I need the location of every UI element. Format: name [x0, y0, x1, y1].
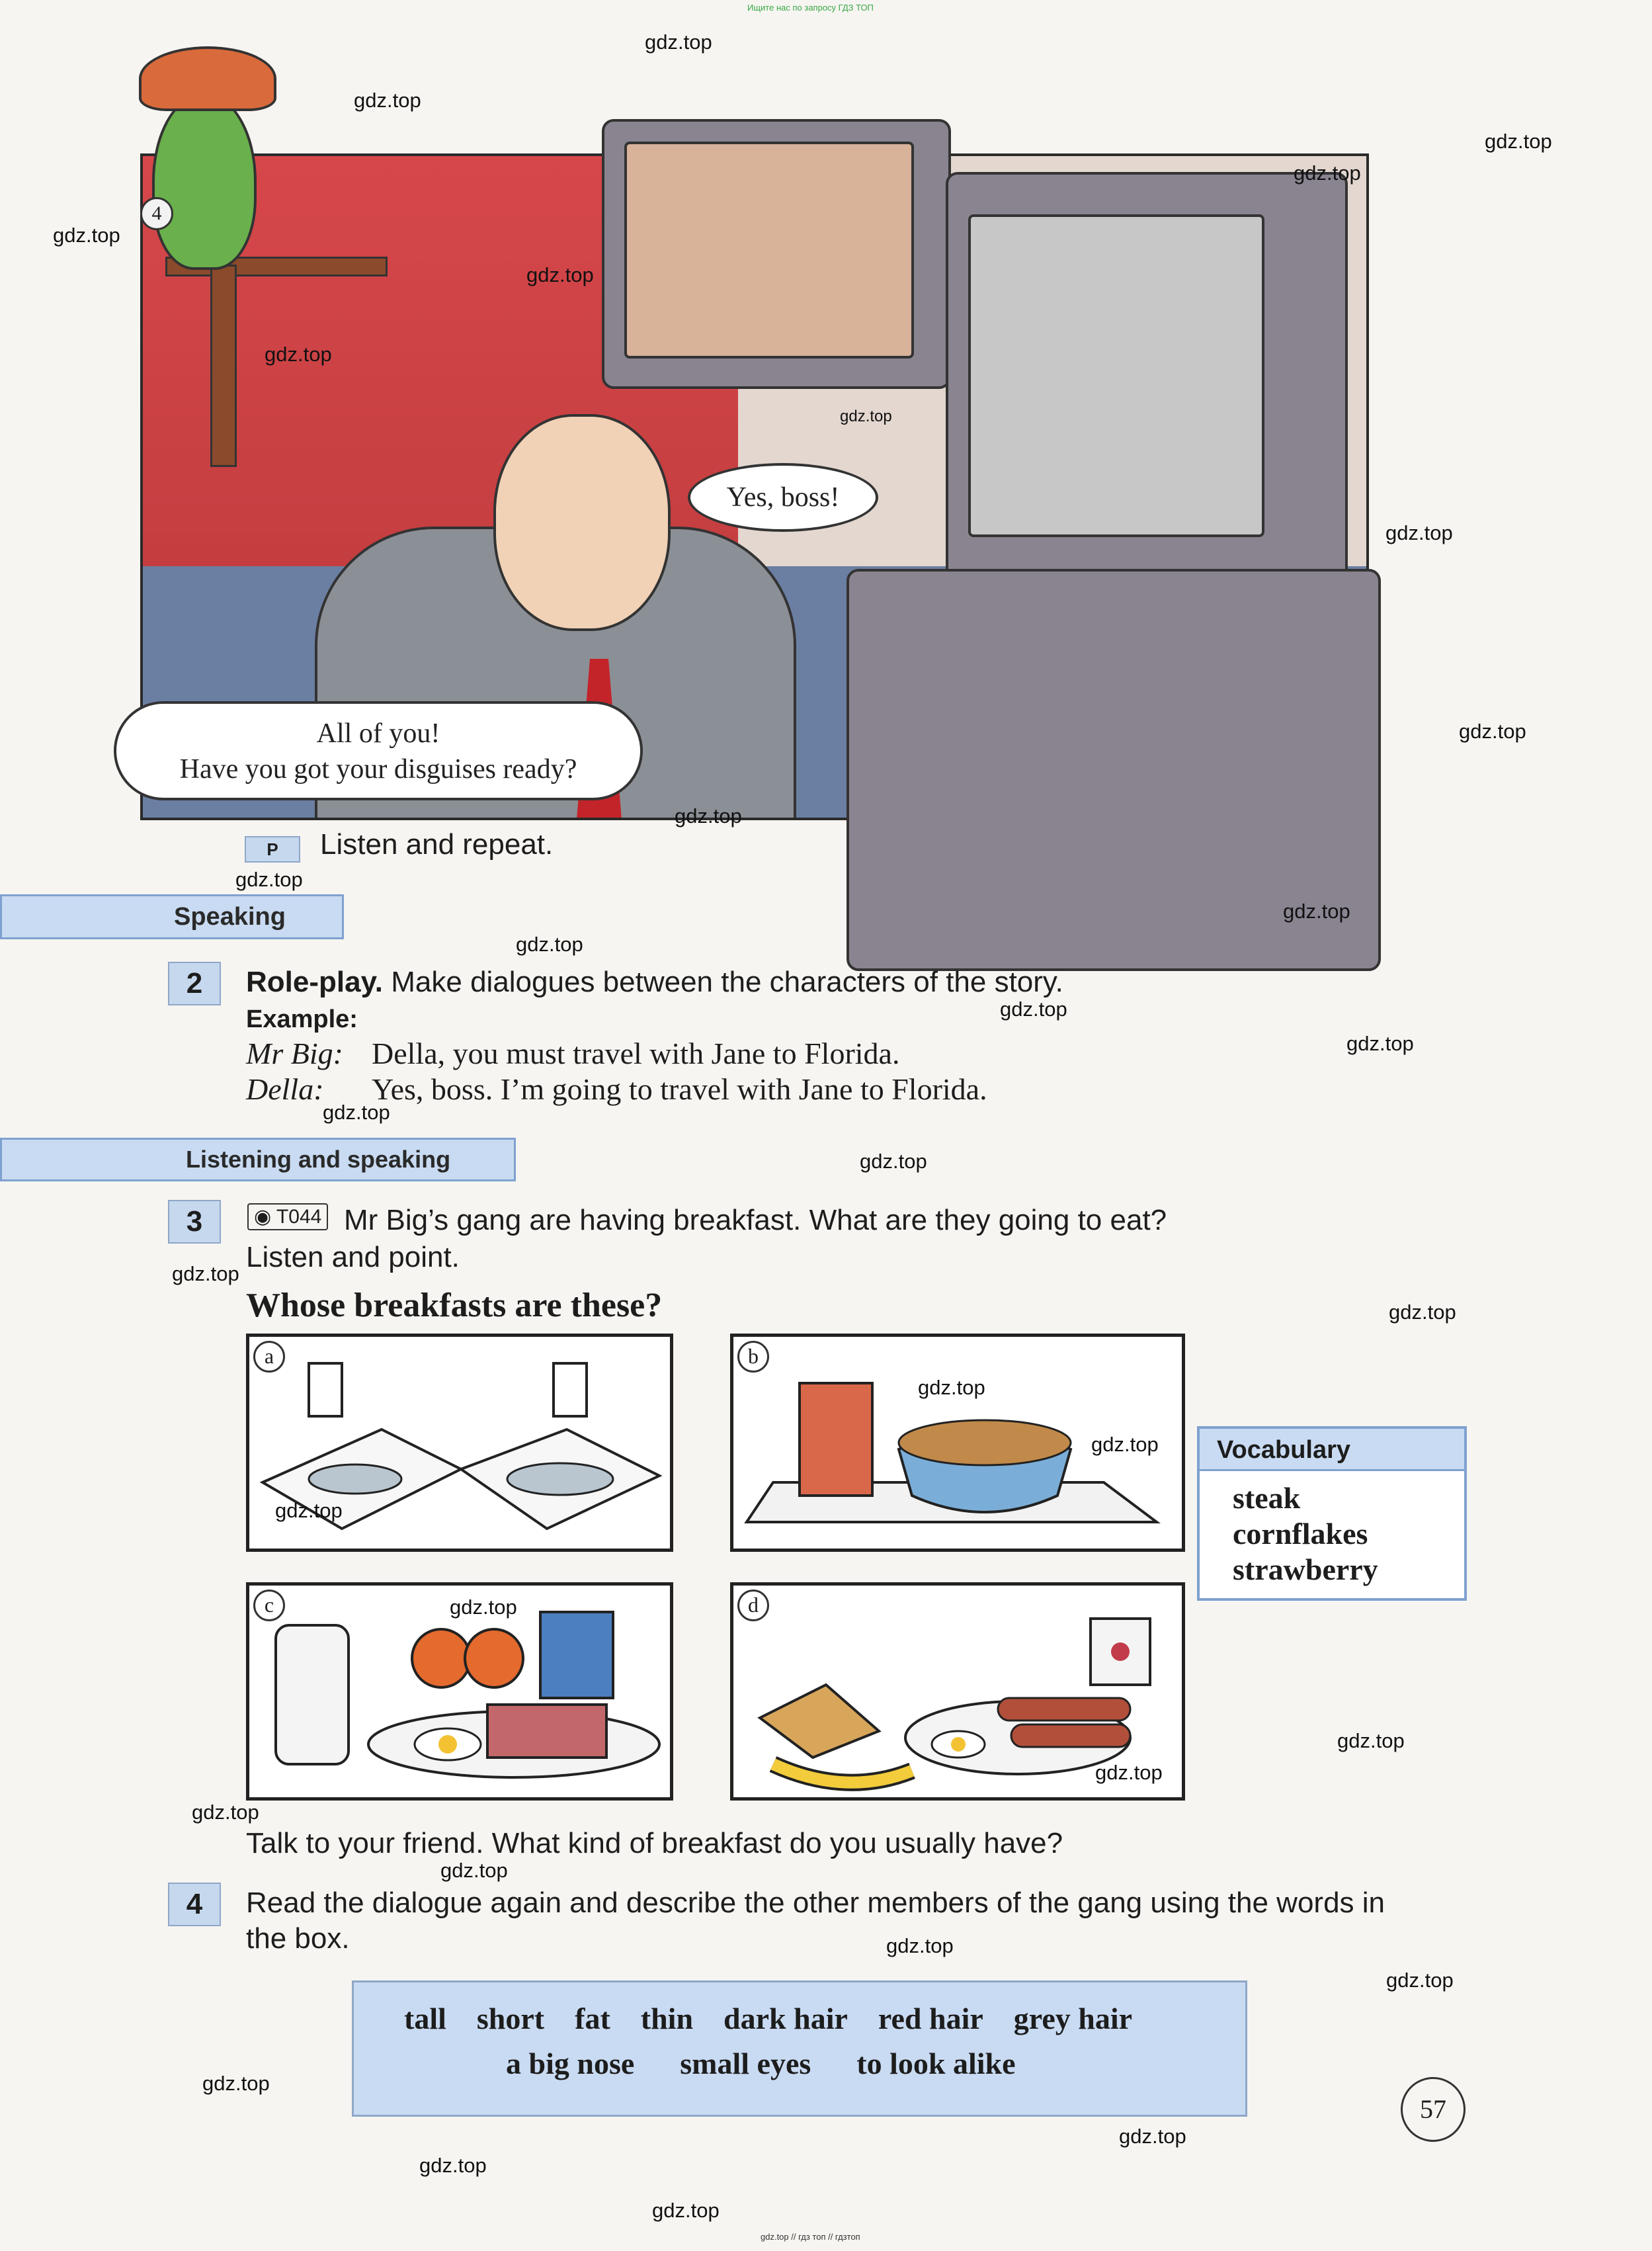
word-item: fat [575, 2002, 610, 2035]
example-speaker-1: Mr Big: [246, 1037, 343, 1070]
watermark: gdz.top [440, 1859, 508, 1882]
breakfast-title: Whose breakfasts are these? [246, 1287, 663, 1324]
exercise-4-instruction: Read the dialogue again and describe the other members of the gang using the words in [246, 1887, 1385, 1919]
talk-instruction: Talk to your friend. What kind of breakfast do you usually have? [246, 1827, 1063, 1859]
word-item: to look alike [856, 2047, 1016, 2080]
listen-repeat-text: Listen and repeat. [320, 828, 554, 861]
vocab-item: steak [1233, 1481, 1301, 1515]
watermark: gdz.top [1283, 900, 1350, 923]
page-number: 57 [1401, 2077, 1466, 2142]
watermark: gdz.top [172, 1262, 239, 1285]
word-item: dark hair [723, 2002, 848, 2035]
watermark: gdz.top [645, 30, 712, 54]
word-item: small eyes [680, 2047, 811, 2080]
watermark: gdz.top [918, 1376, 985, 1399]
word-item: grey hair [1013, 2002, 1133, 2035]
word-item: tall [404, 2002, 446, 2035]
word-item: short [476, 2002, 545, 2035]
watermark: gdz.top [1386, 1969, 1454, 1992]
parrot-icon [152, 93, 257, 270]
parrot-hat-icon [139, 46, 276, 111]
watermark: gdz.top [1346, 1032, 1414, 1055]
bubble-line-1: All of you! [316, 718, 440, 749]
speech-bubble-mr-big [114, 701, 643, 800]
exercise-2-line [246, 966, 1063, 999]
exercise-3-instruction: Mr Big’s gang are having breakfast. What are they going to eat? [344, 1204, 1167, 1236]
speech-bubble-yes-boss: Yes, boss! [688, 463, 878, 532]
exercise-2-number: 2 [168, 962, 221, 1005]
card-letter-d: d [737, 1590, 769, 1621]
watermark: gdz.top [1095, 1761, 1163, 1784]
watermark: gdz.top [265, 343, 332, 366]
audio-track[interactable] [247, 1205, 328, 1228]
exercise-4-number: 4 [168, 1883, 221, 1926]
vocabulary-header: Vocabulary [1200, 1429, 1464, 1471]
word-item: thin [640, 2002, 694, 2035]
tv-screen-right [968, 214, 1264, 537]
watermark: gdz.top [516, 933, 583, 956]
card-letter-c: c [253, 1590, 285, 1621]
word-box [352, 1980, 1247, 2117]
speaking-header: Speaking [0, 894, 344, 939]
mr-big-head [493, 414, 671, 631]
tv-screen-top [624, 142, 914, 359]
watermark: gdz.top [275, 1499, 343, 1522]
exercise-2-title: Role-play. [246, 966, 384, 998]
watermark: gdz.top [1119, 2125, 1186, 2148]
vocab-item: cornflakes [1233, 1517, 1368, 1550]
vocabulary-box [1197, 1426, 1467, 1601]
watermark: gdz.top [1389, 1300, 1456, 1324]
watermark: gdz.top [1000, 998, 1067, 1021]
watermark: gdz.top [840, 407, 892, 425]
bubble-line-2: Have you got your disguises ready? [179, 754, 577, 785]
word-item: red hair [878, 2002, 983, 2035]
bottom-note: gdz.top // гдз топ // гдзтоп [761, 2232, 860, 2242]
exercise-2-instruction: Make dialogues between the characters of the story. [391, 966, 1063, 998]
listening-header: Listening and speaking [0, 1138, 516, 1181]
example-line-2: Yes, boss. I’m going to travel with Jane to Florida. [372, 1072, 987, 1106]
watermark: gdz.top [450, 1595, 517, 1619]
panel-number: 4 [140, 197, 173, 230]
watermark: gdz.top [526, 263, 594, 286]
word-row-1 [404, 2001, 1132, 2036]
example-speaker-2: Della: [246, 1072, 324, 1106]
example-label: Example: [246, 1005, 358, 1033]
perch-pole [210, 265, 237, 467]
track-label[interactable]: ◉ T044 [247, 1203, 328, 1230]
card-letter-a: a [253, 1341, 285, 1373]
vocab-item: strawberry [1233, 1552, 1378, 1586]
example-line-1: Della, you must travel with Jane to Florida. [372, 1037, 900, 1070]
pronunciation-badge: P [245, 836, 300, 863]
watermark: gdz.top [1459, 720, 1526, 743]
card-letter-b: b [737, 1341, 769, 1373]
word-item: a big nose [506, 2047, 635, 2080]
exercise-3-instruction-2: Listen and point. [246, 1241, 460, 1273]
exercise-3-number: 3 [168, 1200, 221, 1244]
watermark: gdz.top [53, 224, 120, 247]
watermark: gdz.top [323, 1101, 390, 1124]
watermark: gdz.top [419, 2154, 487, 2177]
watermark: gdz.top [1294, 161, 1361, 185]
watermark: gdz.top [652, 2199, 720, 2222]
watermark: gdz.top [1485, 130, 1552, 153]
word-row-2 [506, 2046, 1016, 2081]
watermark: gdz.top [1385, 521, 1453, 544]
watermark: gdz.top [1091, 1433, 1159, 1456]
watermark: gdz.top [886, 1934, 954, 1957]
watermark: gdz.top [354, 89, 421, 112]
exercise-4-instruction-2: the box. [246, 1922, 350, 1955]
watermark: gdz.top [675, 804, 742, 828]
top-search-note: Ищите нас по запросу ГДЗ ТОП [747, 3, 874, 13]
tv-monitor-right [946, 172, 1348, 587]
watermark: gdz.top [202, 2072, 270, 2095]
watermark: gdz.top [860, 1150, 927, 1173]
watermark: gdz.top [235, 868, 303, 891]
tv-monitor-top [602, 119, 951, 389]
watermark: gdz.top [192, 1801, 259, 1824]
watermark: gdz.top [1337, 1729, 1405, 1752]
